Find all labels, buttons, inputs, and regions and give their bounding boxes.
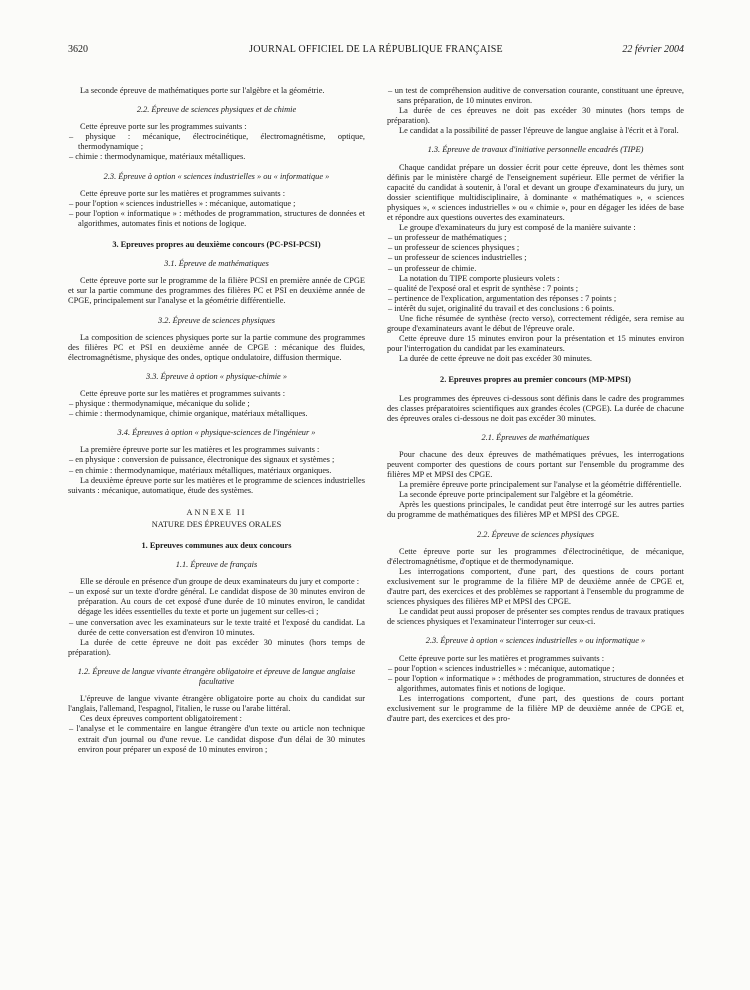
list-item: – pour l'option « informatique » : méthodes de programmation, structures de données et algorithmes, automates finis et notions de logique. [388, 673, 684, 693]
paragraph: La première épreuve porte sur les matières et les programmes suivants : [80, 445, 320, 455]
list-item: – physique : mécanique, électrocinétique, électromagnétisme, optique, thermodynamique ; [69, 132, 365, 152]
paragraph: La durée de cette épreuve ne doit pas excéder 30 minutes. [399, 354, 592, 364]
paragraph: Cette épreuve porte sur le programme de la filière PCSI en première année de CPGE et sur la partie commune des programmes des filières PC et PSI en deuxième année de CPGE, principalement sur l'analyse et la géométrie différentielle. [68, 276, 365, 306]
list-item: – physique : thermodynamique, mécanique du solide ; [69, 399, 250, 409]
section-heading: 2.1. Épreuves de mathématiques [481, 432, 590, 442]
paragraph: L'épreuve de langue vivante étrangère obligatoire porte au choix du candidat sur l'anglais, l'allemand, l'espagnol, l'italien, le russe ou l'arabe littéral. [68, 694, 365, 714]
section-heading: 3.4. Épreuves à option « physique-sciences de l'ingénieur » [117, 428, 316, 438]
paragraph: Après les questions principales, le candidat peut être interrogé sur les autres parties du programme de mathématiques des filières MP et MPSI des CPGE. [387, 500, 684, 520]
list-item: – en physique : conversion de puissance, électronique des signaux et systèmes ; [69, 455, 335, 465]
list-item: – pertinence de l'explication, argumentation des réponses : 7 points ; [388, 293, 617, 303]
paragraph: Cette épreuve porte sur les matières et programmes suivants : [399, 653, 605, 663]
annex-subtitle: NATURE DES ÉPREUVES ORALES [151, 519, 282, 529]
list-item: – un professeur de sciences industrielles ; [388, 253, 527, 263]
annex-title: ANNEXE II [186, 507, 247, 517]
paragraph: La durée de ces épreuves ne doit pas excéder 30 minutes (hors temps de préparation). [387, 106, 684, 126]
list-item: – en chimie : thermodynamique, matériaux métalliques, matériaux organiques. [69, 465, 332, 475]
chapter-heading: 2. Epreuves propres au premier concours (MP-MPSI) [440, 375, 631, 385]
list-item: – l'analyse et le commentaire en langue étrangère d'un texte ou article non technique extrait d'un journal ou d'une revue. Le candidat dispose d'un délai de 30 minutes environ pour préparer un exposé de 10 minutes environ ; [69, 724, 365, 754]
section-heading: 1.1. Épreuve de français [175, 560, 258, 570]
paragraph: Elle se déroule en présence d'un groupe de deux examinateurs du jury et comporte : [80, 577, 360, 587]
paragraph: La deuxième épreuve porte sur les matières et le programme de sciences industrielles suivants : mécanique, automatique, étude des systèmes. [68, 475, 365, 495]
section-heading: 1.2. Épreuve de langue vivante étrangère obligatoire et épreuve de langue anglaise facultative [77, 666, 356, 687]
left-column [68, 86, 365, 980]
list-item: – un exposé sur un texte d'ordre général. Le candidat dispose de 30 minutes environ de préparation. Au cours de cet exposé d'une durée de 10 minutes environ, le candidat dégage les idées essentielles du texte et porte un jugement sur celles-ci ; [69, 587, 365, 617]
paragraph: Chaque candidat prépare un dossier écrit pour cette épreuve, dont les thèmes sont définis par le ministère chargé de l'enseignement supérieur. Elle permet de vérifier la capacité du candidat à soutenir, à l'oral et devant un groupe d'examinateurs du jury, un dossier scientifique multidisciplinaire, à dominante « mathématiques », « sciences physiques », « sciences industrielles » ou « chimie », pour en dégager les idées de base et répondre aux questions ouvertes des examinateurs. [387, 162, 684, 223]
paragraph: Le groupe d'examinateurs du jury est composé de la manière suivante : [399, 223, 636, 233]
paragraph: Cette épreuve dure 15 minutes environ pour la présentation et 15 minutes environ pour l'interrogation du candidat par les examinateurs. [387, 334, 684, 354]
paragraph: Le candidat peut aussi proposer de présenter ses comptes rendus de travaux pratiques de sciences physiques et l'examinateur l'interroger sur ceux-ci. [387, 607, 684, 627]
right-column [387, 86, 684, 980]
bullet-list [68, 399, 365, 419]
section-heading: 3.3. Épreuve à option « physique-chimie » [145, 371, 288, 381]
list-item: – chimie : thermodynamique, matériaux métalliques. [69, 152, 246, 162]
list-item: – pour l'option « informatique » : méthodes de programmation, structures de données et algorithmes, automates finis et notions de logique. [69, 208, 365, 228]
paragraph: La durée de cette épreuve ne doit pas excéder 30 minutes (hors temps de préparation). [68, 637, 365, 657]
paragraph: Une fiche résumée de synthèse (recto verso), correctement rédigée, sera remise au groupe d'examinateurs avant le début de l'épreuve orale. [387, 313, 684, 334]
bullet-list [387, 284, 684, 314]
paragraph: Les interrogations comportent, d'une part, des questions de cours portant exclusivement sur le programme de la filière MP de deuxième année de CPGE et, d'autre part, des exercices et des problèmes se rapportant à l'ensemble du programme de sciences physiques des filières MP et MPSI des CPGE. [387, 566, 684, 607]
paragraph: Cette épreuve porte sur les matières et programmes suivants : [80, 388, 286, 398]
chapter-heading: 1. Epreuves communes aux deux concours [141, 541, 292, 550]
paragraph: Cette épreuve porte sur les programmes suivants : [80, 122, 247, 132]
bullet-list [68, 724, 365, 754]
paragraph: La notation du TIPE comporte plusieurs volets : [399, 273, 560, 283]
issue-date: 22 février 2004 [622, 44, 684, 55]
paragraph: Cette épreuve porte sur les matières et programmes suivants : [80, 188, 286, 198]
section-heading: 2.2. Épreuve de sciences physiques [477, 529, 594, 539]
chapter-heading: 3. Epreuves propres au deuxième concours (PC-PSI-PCSI) [112, 240, 321, 250]
page-number: 3620 [68, 44, 88, 55]
section-heading: 3.2. Épreuve de sciences physiques [158, 315, 275, 325]
paragraph: Les programmes des épreuves ci-dessous sont définis dans le cadre des programmes des classes préparatoires scientifiques aux grandes écoles (CPGE). La durée de chacune des épreuves orales ci-dessous ne doit pas excéder 30 minutes. [387, 393, 684, 423]
section-heading: 1.3. Épreuve de travaux d'initiative personnelle encadrés (TIPE) [427, 145, 644, 155]
list-item: – une conversation avec les examinateurs sur le texte traité et l'exposé du candidat. La durée de cette conversation est d'environ 10 minutes. [69, 617, 365, 637]
list-item: – pour l'option « sciences industrielles » : mécanique, automatique ; [69, 198, 296, 208]
text-columns [68, 86, 684, 980]
bullet-list [387, 664, 684, 694]
bullet-list [387, 233, 684, 273]
section-heading: 2.3. Épreuve à option « sciences industrielles » ou informatique » [425, 636, 646, 646]
list-item: – pour l'option « sciences industrielles » : mécanique, automatique ; [388, 663, 615, 673]
list-item: – intérêt du sujet, originalité du travail et des conclusions : 6 points. [388, 303, 615, 313]
list-item: – un professeur de chimie. [388, 263, 477, 273]
paragraph: Ces deux épreuves comportent obligatoirement : [80, 714, 242, 724]
section-heading: 2.3. Épreuve à option « sciences industrielles » ou « informatique » [103, 171, 330, 181]
list-item: – qualité de l'exposé oral et esprit de synthèse : 7 points ; [388, 283, 579, 293]
paragraph: Pour chacune des deux épreuves de mathématiques prévues, les interrogations peuvent comporter des questions de cours portant sur l'ensemble du programme des filières MP et MPSI des CPGE. [387, 449, 684, 480]
paragraph: Cette épreuve porte sur les programmes d'électrocinétique, de mécanique, d'électromagnétisme, d'optique et de thermodynamique. [387, 546, 684, 566]
bullet-list [68, 455, 365, 475]
paragraph: La composition de sciences physiques porte sur la partie commune des programmes des filières PC et PSI en deuxième année de CPGE : mécanique des fluides, électromagnétisme, physique des ondes, optique ondulatoire, diffusion thermique. [68, 332, 365, 362]
paragraph: Le candidat a la possibilité de passer l'épreuve de langue anglaise à l'écrit et à l'oral. [399, 126, 679, 136]
list-item: – chimie : thermodynamique, chimie organique, matériaux métalliques. [69, 409, 308, 419]
list-item: – un professeur de sciences physiques ; [388, 243, 520, 253]
list-item: – un professeur de mathématiques ; [388, 233, 507, 243]
paragraph: Les interrogations comportent, d'une part, des questions de cours portant exclusivement sur le programme de la filière MP de deuxième année de CPGE et, d'autre part, des exercices et des pro- [387, 693, 684, 724]
paragraph: La seconde épreuve porte principalement sur l'algèbre et la géométrie. [399, 490, 634, 500]
section-heading: 2.2. Épreuve de sciences physiques et de chimie [136, 105, 297, 115]
bullet-list [68, 587, 365, 637]
paragraph: La seconde épreuve de mathématiques porte sur l'algèbre et la géométrie. [80, 86, 325, 95]
page-header [68, 44, 684, 58]
section-heading: 3.1. Épreuve de mathématiques [164, 259, 269, 269]
paragraph: La première épreuve porte principalement sur l'analyse et la géométrie différentielle. [399, 480, 682, 490]
journal-title: JOURNAL OFFICIEL DE LA RÉPUBLIQUE FRANÇAISE [249, 44, 503, 55]
bullet-list [68, 132, 365, 162]
bullet-list [387, 86, 684, 106]
list-item: – un test de compréhension auditive de conversation courante, constituant une épreuve, sans préparation, de 10 minutes environ. [388, 86, 684, 106]
bullet-list [68, 199, 365, 229]
